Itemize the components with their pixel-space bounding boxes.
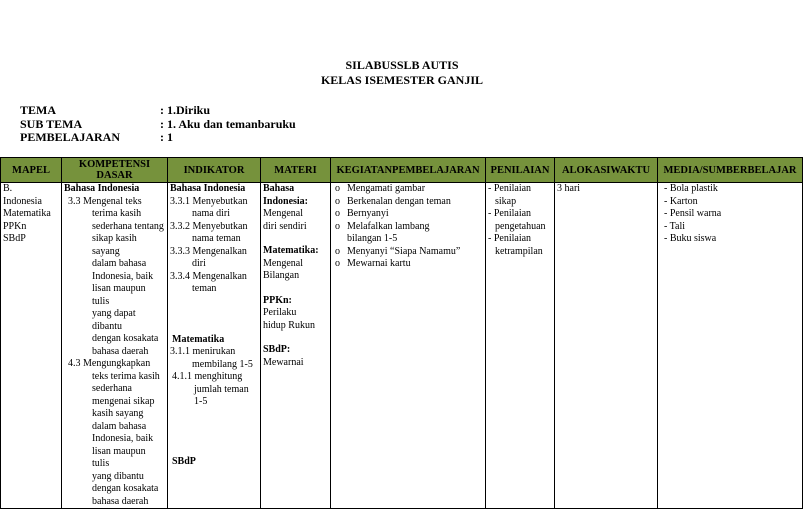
penilaian-item: - Penilaian ketrampilan (488, 233, 543, 257)
materi-line: Mewarnai (263, 356, 304, 368)
kegiatan-item: o Menyanyi “Siapa Namamu” (335, 245, 461, 257)
kd-line: yang dibantu (92, 470, 144, 482)
indikator-line: nama teman (192, 233, 241, 244)
kd-line: lisan maupun tulis (92, 283, 146, 307)
materi-line: diri sendiri (263, 220, 307, 232)
tema-value: : 1.Diriku (160, 103, 211, 117)
materi-heading: Bahasa Indonesia: (263, 183, 309, 207)
kd-line: Indonesia, baik (92, 433, 154, 444)
cell-indikator (168, 183, 261, 509)
indikator-line: 1-5 (194, 396, 208, 407)
penilaian-item: - Penilaian sikap (488, 183, 532, 207)
mapel-item: B. (3, 183, 13, 194)
page-title: SILABUSSLB AUTIS (345, 58, 459, 72)
indikator-heading-sbdp: SBdP (172, 456, 196, 467)
header-kompetensi-dasar: KOMPETENSI DASAR (62, 158, 168, 183)
indikator-line: membilang 1-5 (192, 358, 253, 370)
indikator-number: 3.3.4 (170, 270, 190, 282)
kd-line: bahasa daerah (92, 345, 149, 357)
pembelajaran-label: PEMBELAJARAN (20, 130, 121, 144)
media-item: - Tali (664, 220, 686, 232)
mapel-item: PPKn (3, 220, 27, 232)
kegiatan-item: o Melafalkan lambang (335, 220, 430, 232)
kegiatan-item: o Berkenalan dengan teman (335, 195, 451, 207)
kd-first-line: Mengenal teks (83, 195, 142, 207)
subtema-label: SUB TEMA (20, 117, 83, 131)
materi-line: hidup Rukun (263, 319, 315, 331)
table-header-row (1, 158, 803, 183)
kd-line: yang dapat dibantu (92, 308, 136, 332)
tema-label: TEMA (20, 103, 56, 117)
materi-heading: PPKn: (263, 294, 292, 306)
indikator-number: 3.3.3 (170, 245, 190, 257)
cell-penilaian (486, 183, 555, 509)
media-item: - Karton (664, 195, 698, 207)
header-penilaian: PENILAIAN (486, 158, 555, 183)
materi-heading: SBdP: (263, 344, 291, 355)
indikator-first-line: Mengenalkan (192, 270, 247, 282)
kd-line: sederhana (92, 383, 132, 394)
table-row (1, 183, 803, 509)
indikator-number: 3.3.2 (170, 220, 190, 232)
indikator-item (170, 371, 258, 409)
media-item: - Bola plastik (664, 183, 718, 194)
indikator-number: 3.1.1 (170, 346, 190, 357)
header-indikator: INDIKATOR (168, 158, 261, 183)
kd-line: dengan kosakata (92, 483, 159, 494)
mapel-item: Matematika (3, 208, 51, 219)
header-mapel: MAPEL (1, 158, 62, 183)
kegiatan-item-continued: bilangan 1-5 (347, 233, 398, 244)
header-media: MEDIA/SUMBERBELAJAR (658, 158, 803, 183)
pembelajaran-value: : 1 (160, 130, 173, 144)
page-subtitle: KELAS ISEMESTER GANJIL (320, 73, 484, 87)
kd-line: terima kasih (92, 208, 142, 219)
kegiatan-item: o Mewarnai kartu (335, 258, 411, 269)
indikator-item (170, 246, 258, 271)
kegiatan-item: o Bernyanyi (335, 208, 389, 219)
materi-line: Mengenal (263, 257, 303, 269)
cell-mapel (1, 183, 62, 509)
kd-line: dengan kosakata (92, 333, 159, 344)
indikator-heading-matematika: Matematika (172, 333, 225, 345)
kd-first-line: Mengungkapkan (83, 358, 151, 369)
indikator-number: 3.3.1 (170, 195, 190, 207)
indikator-heading-bahasa: Bahasa Indonesia (170, 183, 246, 194)
header-kegiatan: KEGIATANPEMBELAJARAN (331, 158, 486, 183)
mapel-item: SBdP (3, 233, 26, 244)
media-item: - Pensil warna (664, 208, 722, 219)
materi-heading: Matematika: (263, 245, 319, 256)
kd-line: mengenai sikap (92, 395, 155, 407)
indikator-item (170, 271, 258, 296)
kd-line: sederhana tentang (92, 220, 164, 232)
indikator-first-line: Mengenalkan (192, 245, 247, 257)
kd-line: lisan maupun tulis (92, 445, 146, 469)
syllabus-table (0, 157, 803, 509)
indikator-line: nama diri (192, 208, 231, 219)
indikator-line: jumlah teman (194, 383, 249, 395)
header-materi: MATERI (261, 158, 331, 183)
penilaian-item: - Penilaian pengetahuan (488, 208, 546, 232)
indikator-item (170, 221, 258, 246)
cell-kegiatan (331, 183, 486, 509)
header-alokasi-waktu: ALOKASIWAKTU (555, 158, 658, 183)
kd-line: dalam bahasa (92, 258, 147, 269)
kd-heading: Bahasa Indonesia (64, 183, 140, 194)
indikator-first-line: Menyebutkan (192, 195, 248, 207)
indikator-first-line: Menyebutkan (192, 220, 248, 232)
indikator-item (170, 346, 258, 371)
indikator-item (170, 196, 258, 221)
kd-line: bahasa daerah (92, 495, 149, 507)
indikator-first-line: menirukan (192, 346, 236, 357)
kd-line: sikap kasih sayang (92, 233, 137, 257)
materi-line: Bilangan (263, 270, 300, 281)
cell-materi (261, 183, 331, 509)
kegiatan-item: o Mengamati gambar (335, 183, 426, 194)
kd-line: teks terima kasih (92, 370, 160, 382)
indikator-first-line: menghitung (194, 371, 243, 382)
indikator-line: diri (192, 258, 206, 269)
alokasi-value: 3 hari (557, 183, 581, 194)
kd-line: Indonesia, baik (92, 270, 154, 282)
kd-item (64, 358, 165, 508)
indikator-line: teman (192, 283, 217, 294)
kd-item (64, 196, 165, 359)
kd-line: kasih sayang (92, 408, 144, 419)
cell-media (658, 183, 803, 509)
kd-line: dalam bahasa (92, 420, 147, 432)
materi-line: Perilaku (263, 307, 297, 318)
cell-kompetensi-dasar (62, 183, 168, 509)
materi-line: Mengenal (263, 208, 303, 219)
indikator-number: 4.1.1 (172, 371, 192, 382)
cell-alokasi-waktu (555, 183, 658, 509)
kd-number: 3.3 (68, 195, 81, 207)
media-item: - Buku siswa (664, 233, 717, 244)
mapel-item: Indonesia (3, 195, 42, 207)
kd-number: 4.3 (68, 358, 81, 369)
subtema-value: : 1. Aku dan temanbaruku (160, 117, 296, 131)
